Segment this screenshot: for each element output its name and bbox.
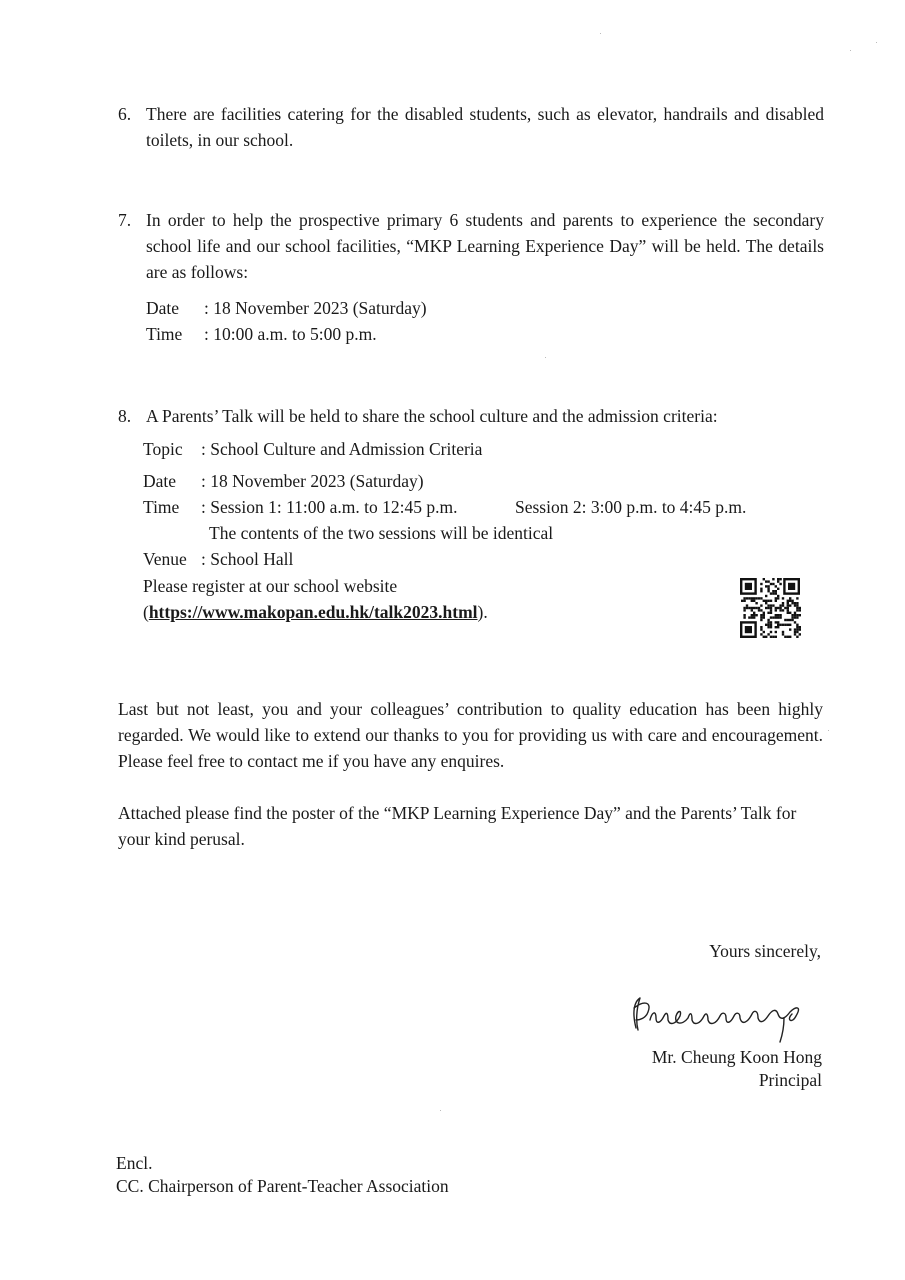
scan-speck: [850, 50, 851, 51]
register-open-paren: (: [143, 602, 149, 622]
item-8-venue-label: Venue: [143, 549, 187, 569]
item-8-topic-label: Topic: [143, 439, 183, 459]
item-8-venue-row: [143, 546, 293, 572]
closing-paragraph-2: Attached please find the poster of the “MKP Learning Experience Day” and the Parents’ Talk for your kind perusal.: [118, 803, 797, 849]
item-8-venue-value: : School Hall: [201, 549, 294, 569]
item-8-number: 8.: [118, 406, 132, 426]
item-8-date-row: [143, 468, 424, 494]
item-8-time-value-2: Session 2: 3:00 p.m. to 4:45 p.m.: [515, 497, 747, 517]
item-8-time-note: The contents of the two sessions will be identical: [209, 523, 554, 543]
item-7-time-row: [146, 321, 377, 347]
register-link[interactable]: https://www.makopan.edu.hk/talk2023.html: [148, 602, 478, 622]
cc-note: CC. Chairperson of Parent-Teacher Association: [116, 1176, 449, 1196]
qr-code-icon[interactable]: [740, 578, 802, 638]
item-8-register-text: Please register at our school website: [143, 576, 398, 596]
item-7-text: In order to help the prospective primary 6 students and parents to experience the secondary school life and our school facilities, “MKP Learning Experience Day” will be held. The details are as follows:: [146, 210, 824, 282]
item-8-time-label: Time: [143, 497, 180, 517]
scan-speck: [876, 42, 877, 43]
qr-code-graphic: [740, 578, 802, 638]
item-8-topic-row: [143, 436, 482, 462]
handwritten-signature: [626, 990, 811, 1046]
scan-speck: [600, 33, 601, 34]
item-7-time-value: : 10:00 a.m. to 5:00 p.m.: [204, 324, 377, 344]
scan-speck: [440, 1110, 441, 1111]
sign-off: Yours sincerely,: [709, 941, 821, 961]
item-8-date-label: Date: [143, 471, 177, 491]
item-8-topic-value: : School Culture and Admission Criteria: [201, 439, 483, 459]
item-7-date-value: : 18 November 2023 (Saturday): [204, 298, 427, 318]
item-6-number: 6.: [118, 104, 132, 124]
enclosure-note: Encl.: [116, 1153, 153, 1173]
item-8-time-value-1: : Session 1: 11:00 a.m. to 12:45 p.m.: [201, 497, 458, 517]
signatory-title: Principal: [758, 1070, 822, 1090]
item-7-time-label: Time: [146, 324, 183, 344]
item-8-register-row: [143, 599, 488, 625]
item-6-text: There are facilities catering for the disabled students, such as elevator, handrails and disabled toilets, in our school.: [146, 104, 824, 150]
signature-graphic: [626, 990, 811, 1046]
closing-paragraph-1: Last but not least, you and your colleagues’ contribution to quality education has been highly regarded. We would like to extend our thanks to you for providing us with care and encouragement. Please feel free to contact me if you have any enquires.: [118, 699, 823, 771]
item-7-date-label: Date: [146, 298, 180, 318]
item-8-time-row: [143, 494, 458, 520]
item-8-text: A Parents’ Talk will be held to share the school culture and the admission criteria:: [146, 406, 718, 426]
scan-speck: [828, 730, 829, 731]
register-close-paren: ).: [477, 602, 488, 622]
signatory-name: Mr. Cheung Koon Hong: [651, 1047, 822, 1067]
item-7-number: 7.: [118, 210, 132, 230]
item-7-date-row: [146, 295, 427, 321]
item-8-date-value: : 18 November 2023 (Saturday): [201, 471, 424, 491]
scan-speck: [545, 357, 546, 358]
